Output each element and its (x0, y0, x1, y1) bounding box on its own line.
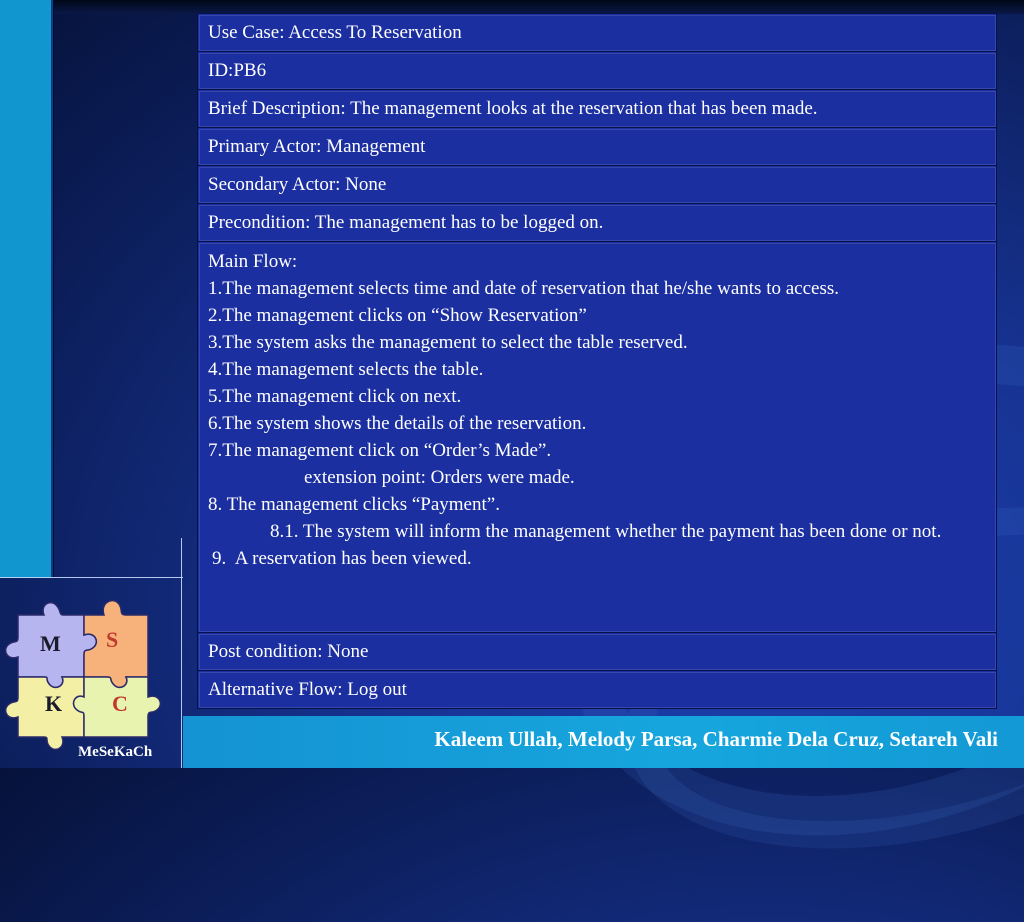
footer-bar (183, 716, 1024, 768)
post-condition: Post condition: None (198, 633, 997, 671)
table-row (198, 671, 997, 709)
use-case-title: Use Case: Access To Reservation (198, 14, 997, 52)
use-case-id: ID:PB6 (198, 52, 997, 90)
main-flow-step: 1.The management selects time and date of reservation that he/she wants to access. (208, 278, 839, 299)
left-accent-bar-inner (0, 0, 51, 578)
main-flow-step: 6.The system shows the details of the reservation. (208, 413, 587, 434)
main-flow-step: 3.The system asks the management to select the table reserved. (208, 332, 688, 353)
left-accent-divider (51, 0, 53, 578)
logo-letter-c: C (112, 691, 128, 716)
extension-point: extension point: Orders were made. (304, 467, 575, 488)
precondition: Precondition: The management has to be logged on. (198, 204, 997, 242)
table-row (198, 52, 997, 90)
brief-description: Brief Description: The management looks at the reservation that has been made. (198, 90, 997, 128)
primary-actor: Primary Actor: Management (198, 128, 997, 166)
table-row (198, 204, 997, 242)
main-flow-substep-text: 8.1. The system will inform the management whether the payment has been done or not. (270, 521, 942, 542)
table-row (198, 128, 997, 166)
use-case-table (197, 13, 997, 709)
horizontal-rule (0, 577, 183, 578)
main-flow-substep (208, 518, 986, 545)
main-flow-step: 2.The management clicks on “Show Reservation” (208, 305, 587, 326)
logo-letter-k: K (45, 691, 63, 716)
secondary-actor: Secondary Actor: None (198, 166, 997, 204)
main-flow-heading: Main Flow: (208, 251, 298, 272)
table-row (198, 242, 997, 633)
logo-letter-m: M (40, 631, 61, 656)
table-row (198, 90, 997, 128)
puzzle-logo (0, 585, 182, 768)
main-flow-step: 7.The management click on “Order’s Made”. (208, 440, 552, 461)
logo-caption: MeSeKaCh (78, 744, 153, 760)
table-row (198, 166, 997, 204)
main-flow-step: 5.The management click on next. (208, 386, 462, 407)
main-flow (198, 242, 997, 633)
main-flow-step: 9. A reservation has been viewed. (212, 548, 472, 569)
table-row (198, 14, 997, 52)
top-band (0, 0, 1024, 14)
main-flow-step: 8. The management clicks “Payment”. (208, 494, 500, 515)
logo-letter-s: S (106, 627, 119, 652)
alternative-flow: Alternative Flow: Log out (198, 671, 997, 709)
table-row (198, 633, 997, 671)
footer-authors: Kaleem Ullah, Melody Parsa, Charmie Dela Cruz, Setareh Vali (434, 727, 998, 751)
left-accent-bar (0, 0, 54, 578)
main-flow-step: 4.The management selects the table. (208, 359, 484, 380)
